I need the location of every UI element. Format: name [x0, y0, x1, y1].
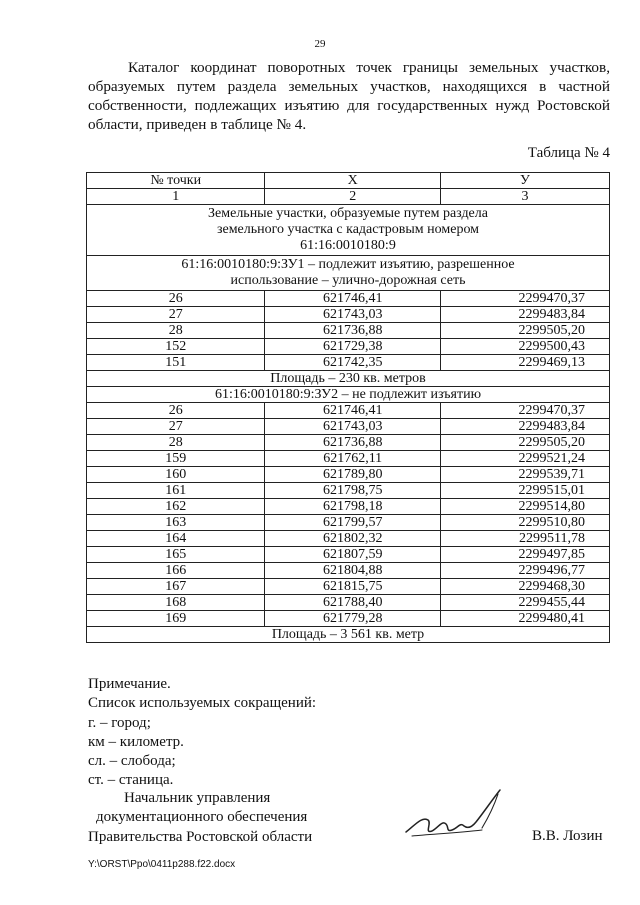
y-coordinate-cell: 2299480,41: [440, 611, 609, 627]
point-number-cell: 159: [87, 451, 265, 467]
signatory-title: [88, 789, 312, 847]
table-row: [87, 579, 610, 595]
zu2-rows: [87, 403, 610, 627]
point-number-cell: 168: [87, 595, 265, 611]
point-number-cell: 165: [87, 547, 265, 563]
y-coordinate-cell: 2299468,30: [440, 579, 609, 595]
abbreviations-title: Список используемых сокращений:: [88, 695, 317, 712]
zu1-area: Площадь – 230 кв. метров: [87, 371, 610, 387]
y-coordinate-cell: 2299521,24: [440, 451, 609, 467]
abbreviation-item: г. – город;: [88, 714, 151, 731]
x-coordinate-cell: 621815,75: [265, 579, 441, 595]
table-caption: Таблица № 4: [527, 145, 610, 161]
point-number-cell: 163: [87, 515, 265, 531]
table-row: [87, 339, 610, 355]
y-coordinate-cell: 2299514,80: [440, 499, 609, 515]
y-coordinate-cell: 2299497,85: [440, 547, 609, 563]
col-number-1: 1: [87, 189, 265, 205]
table-row: [87, 403, 610, 419]
y-coordinate-cell: 2299483,84: [440, 419, 609, 435]
col-number-3: 3: [440, 189, 609, 205]
abbreviation-item: ст. – станица.: [88, 772, 174, 789]
y-coordinate-cell: 2299510,80: [440, 515, 609, 531]
x-coordinate-cell: 621762,11: [265, 451, 441, 467]
x-coordinate-cell: 621729,38: [265, 339, 441, 355]
table-header-row: [87, 173, 610, 189]
zu1-title: 61:16:0010180:9:ЗУ1 – подлежит изъятию, разрешенное использование – улично-дорожная сеть: [87, 256, 610, 291]
zu1-area-row: [87, 371, 610, 387]
table-row: [87, 483, 610, 499]
table-row: [87, 547, 610, 563]
y-coordinate-cell: 2299500,43: [440, 339, 609, 355]
zu1-rows: [87, 291, 610, 371]
x-coordinate-cell: 621779,28: [265, 611, 441, 627]
y-coordinate-cell: 2299505,20: [440, 323, 609, 339]
table-row: [87, 307, 610, 323]
x-coordinate-cell: 621789,80: [265, 467, 441, 483]
zu2-area-row: [87, 627, 610, 643]
x-coordinate-cell: 621802,32: [265, 531, 441, 547]
y-coordinate-cell: 2299539,71: [440, 467, 609, 483]
point-number-cell: 28: [87, 435, 265, 451]
table-row: [87, 435, 610, 451]
signatory-line: Правительства Ростовской области: [88, 828, 313, 845]
header-y: У: [440, 173, 609, 189]
point-number-cell: 26: [87, 291, 265, 307]
point-number-cell: 27: [87, 419, 265, 435]
section-title: Земельные участки, образуемые путем раздела земельного участка с кадастровым номером 61:16:0010180:9: [87, 205, 610, 256]
point-number-cell: 160: [87, 467, 265, 483]
notes-title: Примечание.: [88, 676, 171, 692]
notes-block: [88, 675, 316, 791]
y-coordinate-cell: 2299470,37: [440, 403, 609, 419]
file-path: Y:\ORST\Ppo\0411p288.f22.docx: [88, 859, 236, 870]
header-x: X: [265, 173, 441, 189]
table-row: [87, 467, 610, 483]
zu2-title-row: [87, 387, 610, 403]
x-coordinate-cell: 621746,41: [265, 291, 441, 307]
point-number-cell: 28: [87, 323, 265, 339]
point-number-cell: 161: [87, 483, 265, 499]
handwritten-signature: [402, 786, 512, 846]
table-row: [87, 531, 610, 547]
x-coordinate-cell: 621742,35: [265, 355, 441, 371]
coordinates-table: [86, 172, 610, 643]
abbreviation-item: км – километр.: [88, 733, 184, 750]
zu1-title-row: [87, 256, 610, 291]
point-number-cell: 169: [87, 611, 265, 627]
point-number-cell: 151: [87, 355, 265, 371]
x-coordinate-cell: 621743,03: [265, 307, 441, 323]
page-number: 29: [314, 38, 326, 50]
table-row: [87, 595, 610, 611]
x-coordinate-cell: 621798,18: [265, 499, 441, 515]
y-coordinate-cell: 2299469,13: [440, 355, 609, 371]
y-coordinate-cell: 2299470,37: [440, 291, 609, 307]
y-coordinate-cell: 2299505,20: [440, 435, 609, 451]
point-number-cell: 27: [87, 307, 265, 323]
x-coordinate-cell: 621746,41: [265, 403, 441, 419]
y-coordinate-cell: 2299515,01: [440, 483, 609, 499]
point-number-cell: 26: [87, 403, 265, 419]
y-coordinate-cell: 2299483,84: [440, 307, 609, 323]
col-number-2: 2: [265, 189, 441, 205]
point-number-cell: 164: [87, 531, 265, 547]
signatory-line: документационного обеспечения: [96, 809, 308, 826]
x-coordinate-cell: 621743,03: [265, 419, 441, 435]
table-row: [87, 291, 610, 307]
abbreviation-item: сл. – слобода;: [88, 753, 176, 770]
x-coordinate-cell: 621799,57: [265, 515, 441, 531]
header-point: № точки: [87, 173, 265, 189]
signatory-line: Начальник управления: [124, 790, 271, 806]
table-row: [87, 451, 610, 467]
intro-paragraph: Каталог координат поворотных точек границы земельных участков, образуемых путем раздела земельных участков, находящихся в частной собственности, подлежащих изъятию для государственных нужд Ростовской области, приведен в таблице № 4.: [88, 59, 610, 133]
x-coordinate-cell: 621804,88: [265, 563, 441, 579]
section-title-row: [87, 205, 610, 256]
x-coordinate-cell: 621736,88: [265, 435, 441, 451]
zu2-title: 61:16:0010180:9:ЗУ2 – не подлежит изъятию: [87, 387, 610, 403]
table-row: [87, 323, 610, 339]
table-row: [87, 515, 610, 531]
x-coordinate-cell: 621807,59: [265, 547, 441, 563]
zu2-area: Площадь – 3 561 кв. метр: [87, 627, 610, 643]
x-coordinate-cell: 621736,88: [265, 323, 441, 339]
point-number-cell: 167: [87, 579, 265, 595]
y-coordinate-cell: 2299496,77: [440, 563, 609, 579]
table-row: [87, 419, 610, 435]
table-row: [87, 499, 610, 515]
x-coordinate-cell: 621788,40: [265, 595, 441, 611]
signatory-name: В.В. Лозин: [532, 828, 603, 844]
y-coordinate-cell: 2299511,78: [440, 531, 609, 547]
table-row: [87, 355, 610, 371]
table-row: [87, 611, 610, 627]
point-number-cell: 162: [87, 499, 265, 515]
x-coordinate-cell: 621798,75: [265, 483, 441, 499]
column-numbers-row: [87, 189, 610, 205]
y-coordinate-cell: 2299455,44: [440, 595, 609, 611]
point-number-cell: 152: [87, 339, 265, 355]
table-row: [87, 563, 610, 579]
point-number-cell: 166: [87, 563, 265, 579]
